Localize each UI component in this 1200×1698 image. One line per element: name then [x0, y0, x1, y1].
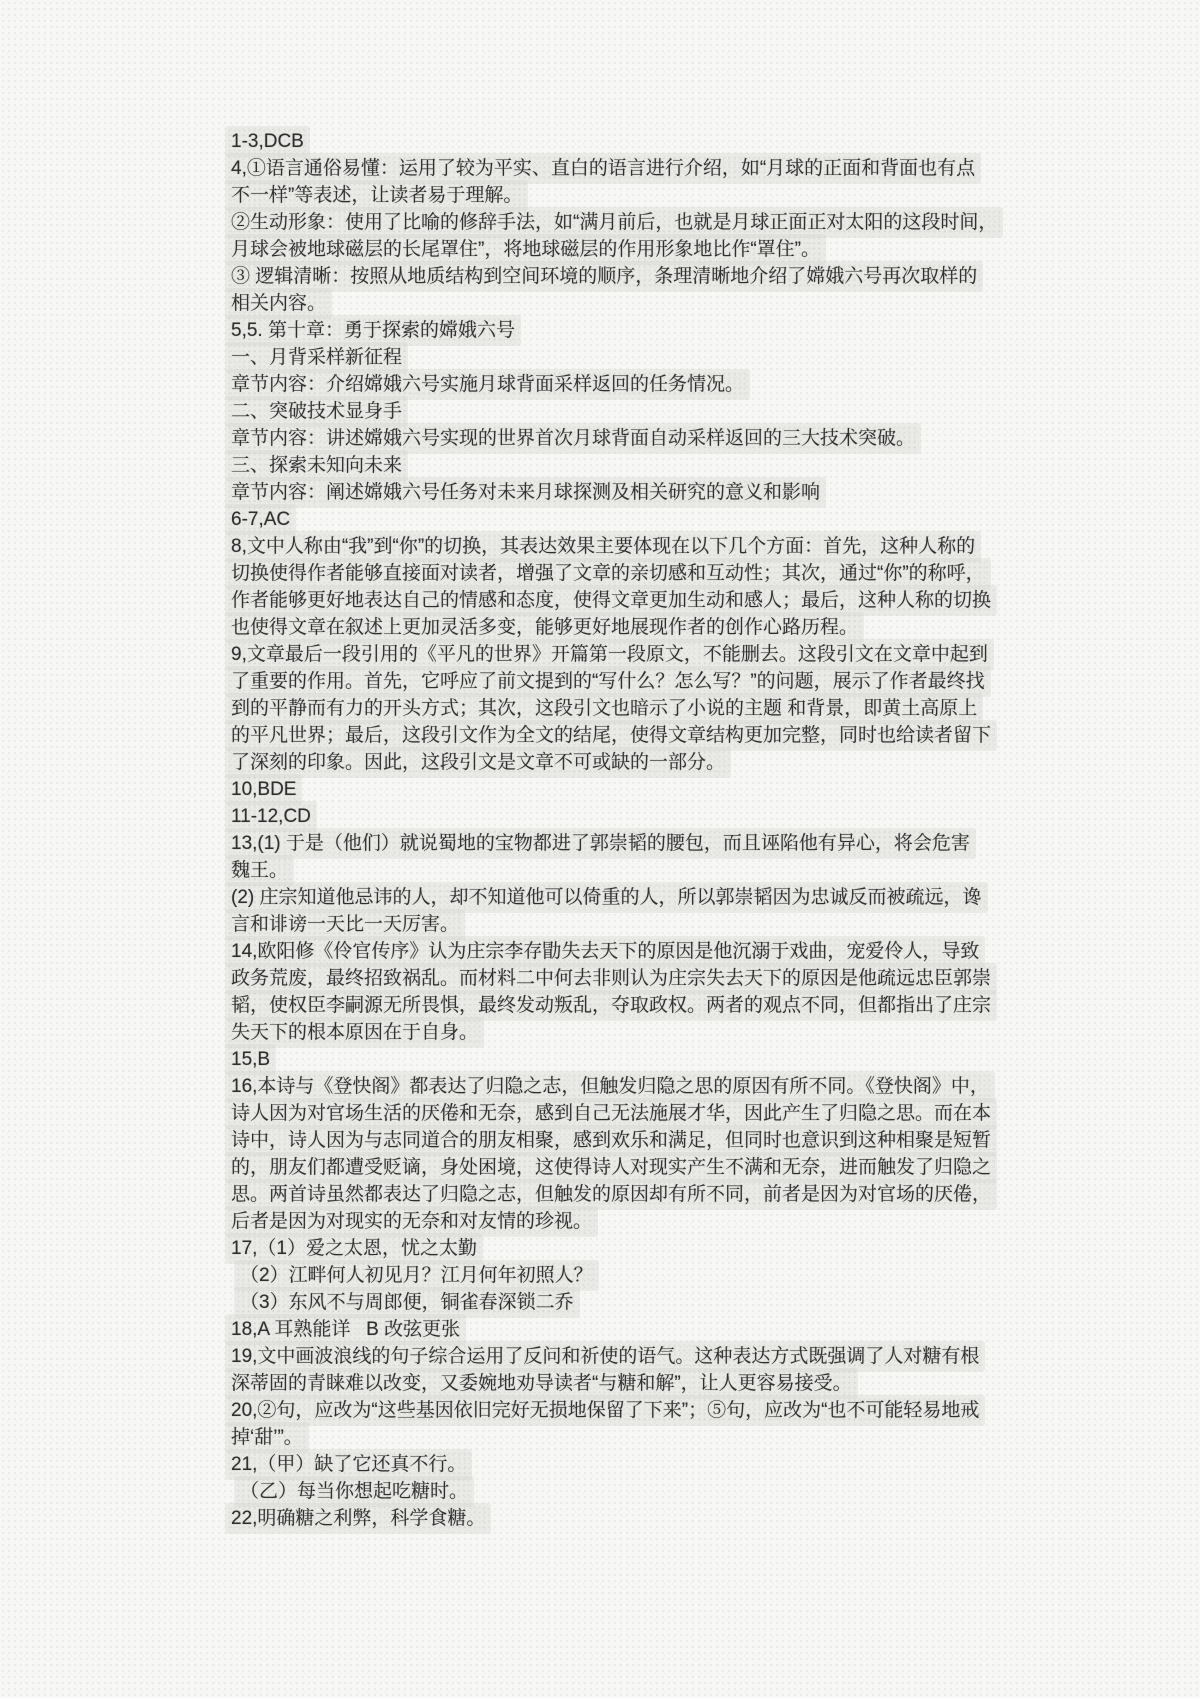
answer-line: [227, 1262, 972, 1289]
answer-line: [227, 290, 972, 317]
answer-line: [227, 1154, 992, 1181]
answer-line: [227, 587, 992, 614]
answer-line: [227, 614, 972, 641]
answer-line: [227, 1316, 972, 1343]
answer-line: [227, 128, 972, 155]
answer-line-text: ③ 逻辑清晰：按照从地质结构到空间环境的顺序，条理清晰地介绍了嫦娥六号再次取样的: [227, 263, 981, 290]
answer-line-text: (2) 庄宗知道他忌讳的人，却不知道他可以倚重的人，所以郭崇韬因为忠诚反而被疏远，谗: [227, 884, 986, 911]
answer-line-text: 诗人因为对官场生活的厌倦和无奈，感到自己无法施展才华，因此产生了归隐之思。而在本: [227, 1100, 995, 1127]
answer-line: [227, 155, 976, 182]
answer-line-text: 的平凡世界；最后，这段引文作为全文的结尾，使得文章结构更加完整，同时也给读者留下: [227, 722, 995, 749]
answer-line: [227, 668, 985, 695]
answer-line-text: 17,（1）爱之太恩，忧之太勤: [227, 1235, 481, 1262]
answer-line: [227, 641, 988, 668]
answer-line: [227, 1343, 980, 1370]
answer-line-text: 切换使得作者能够直接面对读者，增强了文章的亲切感和互动性；其次，通过“你”的称呼，: [227, 560, 989, 587]
answer-line: [227, 938, 980, 965]
answer-line-text: 8,文中人称由“我”到“你”的切换，其表达效果主要体现在以下几个方面：首先，这种人称的: [227, 533, 979, 560]
answer-line: [227, 1073, 989, 1100]
answer-line: [227, 1181, 992, 1208]
answer-line-text: （3）东风不与周郎便，铜雀春深锁二乔: [236, 1289, 578, 1316]
answer-line-text: 诗中，诗人因为与志同道合的朋友相聚，感到欢乐和满足，但同时也意识到这种相聚是短暂: [227, 1127, 995, 1154]
answer-line-text: 也使得文章在叙述上更加灵活多变，能够更好地展现作者的创作心路历程。: [227, 614, 862, 641]
answer-line-text: 了深刻的印象。因此，这段引文是文章不可或缺的一部分。: [227, 749, 729, 776]
answer-line-text: 相关内容。: [227, 290, 330, 317]
answer-line: [227, 398, 972, 425]
answer-line: [227, 1397, 980, 1424]
answer-line: [227, 452, 972, 479]
answer-line: [227, 884, 982, 911]
answer-line-text: 章节内容：讲述嫦娥六号实现的世界首次月球背面自动采样返回的三大技术突破。: [227, 425, 919, 452]
answer-line-text: 三、探索未知向未来: [227, 452, 406, 479]
answer-line: [227, 1478, 972, 1505]
answer-line: [227, 695, 978, 722]
answer-key-text-block: [227, 128, 998, 1532]
answer-line: [227, 911, 972, 938]
answer-line: [227, 749, 972, 776]
answer-line: [227, 1046, 972, 1073]
answer-line-text: 一、月背采样新征程: [227, 344, 406, 371]
answer-line: [227, 560, 985, 587]
answer-line-text: 13,(1) 于是（他们）就说蜀地的宝物都进了郭崇韬的腰包，而且诬陷他有异心，将会危害: [227, 830, 974, 857]
answer-line: [227, 992, 992, 1019]
answer-line: [227, 1505, 972, 1532]
answer-line-text: 11-12,CD: [227, 803, 315, 830]
answer-line-text: 10,BDE: [227, 776, 300, 803]
answer-line-text: 18,A 耳熟能详 B 改弦更张: [227, 1316, 464, 1343]
answer-line: [227, 965, 992, 992]
answer-line-text: 政务荒废，最终招致祸乱。而材料二中何去非则认为庄宗失去天下的原因是他疏远忠臣郭崇: [227, 965, 995, 992]
answer-line: [227, 506, 972, 533]
answer-line-text: 后者是因为对现实的无奈和对友情的珍视。: [227, 1208, 596, 1235]
answer-line-text: （2）江畔何人初见月？江月何年初照人？: [236, 1262, 597, 1289]
answer-line-text: 韬，使权臣李嗣源无所畏惧，最终发动叛乱，夺取政权。两者的观点不同，但都指出了庄宗: [227, 992, 995, 1019]
answer-line-text: 章节内容：介绍嫦娥六号实施月球背面采样返回的任务情况。: [227, 371, 748, 398]
answer-line: [227, 1289, 972, 1316]
answer-line-text: 22,明确糖之利弊，科学食糖。: [227, 1505, 489, 1532]
answer-line-text: 19,文中画波浪线的句子综合运用了反问和祈使的语气。这种表达方式既强调了人对糖有根: [227, 1343, 983, 1370]
answer-line-text: 掉‘甜’”。: [227, 1424, 307, 1451]
answer-line: [227, 317, 972, 344]
answer-line: [227, 1127, 992, 1154]
answer-line: [227, 344, 972, 371]
answer-line: [227, 776, 972, 803]
answer-line-text: 了重要的作用。首先，它呼应了前文提到的“写什么？怎么写？”的问题，展示了作者最终找: [227, 668, 989, 695]
answer-line-text: 14,欧阳修《伶官传序》认为庄宗李存勖失去天下的原因是他沉溺于戏曲，宠爱伶人，导致: [227, 938, 983, 965]
answer-line-text: 思。两首诗虽然都表达了归隐之志，但触发的原因却有所不同，前者是因为对官场的厌倦，: [227, 1181, 995, 1208]
answer-line: [227, 1370, 972, 1397]
answer-line: [227, 1019, 972, 1046]
answer-line-text: 21,（甲）缺了它还真不行。: [227, 1451, 470, 1478]
answer-line-text: 失天下的根本原因在于自身。: [227, 1019, 482, 1046]
answer-line: [227, 1208, 972, 1235]
answer-line: [227, 722, 992, 749]
answer-line-text: 1-3,DCB: [227, 128, 308, 155]
answer-line-text: （乙）每当你想起吃糖时。: [236, 1478, 472, 1505]
answer-line: [227, 479, 972, 506]
answer-line: [227, 803, 972, 830]
answer-line-text: 魏王。: [227, 857, 292, 884]
answer-line-text: 不一样”等表述，让读者易于理解。: [227, 182, 526, 209]
answer-line-text: 5,5. 第十章：勇于探索的嫦娥六号: [227, 317, 519, 344]
answer-line-text: 15,B: [227, 1046, 274, 1073]
answer-line: [227, 533, 976, 560]
answer-line: [227, 263, 978, 290]
answer-line-text: 4,①语言通俗易懂：运用了较为平实、直白的语言进行介绍，如“月球的正面和背面也有点: [227, 155, 979, 182]
answer-line: [227, 830, 972, 857]
answer-line: [227, 1451, 972, 1478]
answer-line: [227, 236, 972, 263]
answer-line: [227, 857, 972, 884]
answer-line-text: 月球会被地球磁层的长尾罩住”，将地球磁层的作用形象地比作“罩住”。: [227, 236, 824, 263]
answer-line-text: ②生动形象：使用了比喻的修辞手法，如“满月前后，也就是月球正面正对太阳的这段时间，: [227, 209, 1001, 236]
answer-line: [227, 1100, 992, 1127]
answer-line: [227, 371, 972, 398]
answer-line-text: 作者能够更好地表达自己的情感和态度，使得文章更加生动和感人；最后，这种人称的切换: [227, 587, 995, 614]
answer-line-text: 20,②句，应改为“这些基因依旧完好无损地保留了下来”；⑤句，应改为“也不可能轻易地戒: [227, 1397, 983, 1424]
answer-line: [227, 425, 972, 452]
answer-line-text: 章节内容：阐述嫦娥六号任务对未来月球探测及相关研究的意义和影响: [227, 479, 824, 506]
answer-line-text: 16,本诗与《登快阁》都表达了归隐之志，但触发归隐之思的原因有所不同。《登快阁》中，: [227, 1073, 993, 1100]
answer-line-text: 到的平静而有力的开头方式；其次，这段引文也暗示了小说的主题 和背景，即黄土高原上: [227, 695, 981, 722]
answer-line: [227, 1424, 972, 1451]
answer-line: [227, 182, 972, 209]
answer-line-text: 深蒂固的青睐难以改变，又委婉地劝导读者“与糖和解”，让人更容易接受。: [227, 1370, 856, 1397]
answer-line: [227, 209, 998, 236]
answer-line-text: 言和诽谤一天比一天厉害。: [227, 911, 463, 938]
answer-line-text: 的，朋友们都遭受贬谪，身处困境，这使得诗人对现实产生不满和无奈，进而触发了归隐之: [227, 1154, 995, 1181]
answer-line-text: 二、突破技术显身手: [227, 398, 406, 425]
answer-line-text: 6-7,AC: [227, 506, 294, 533]
answer-line: [227, 1235, 972, 1262]
answer-line-text: 9,文章最后一段引用的《平凡的世界》开篇第一段原文，不能删去。这段引文在文章中起到: [227, 641, 992, 668]
